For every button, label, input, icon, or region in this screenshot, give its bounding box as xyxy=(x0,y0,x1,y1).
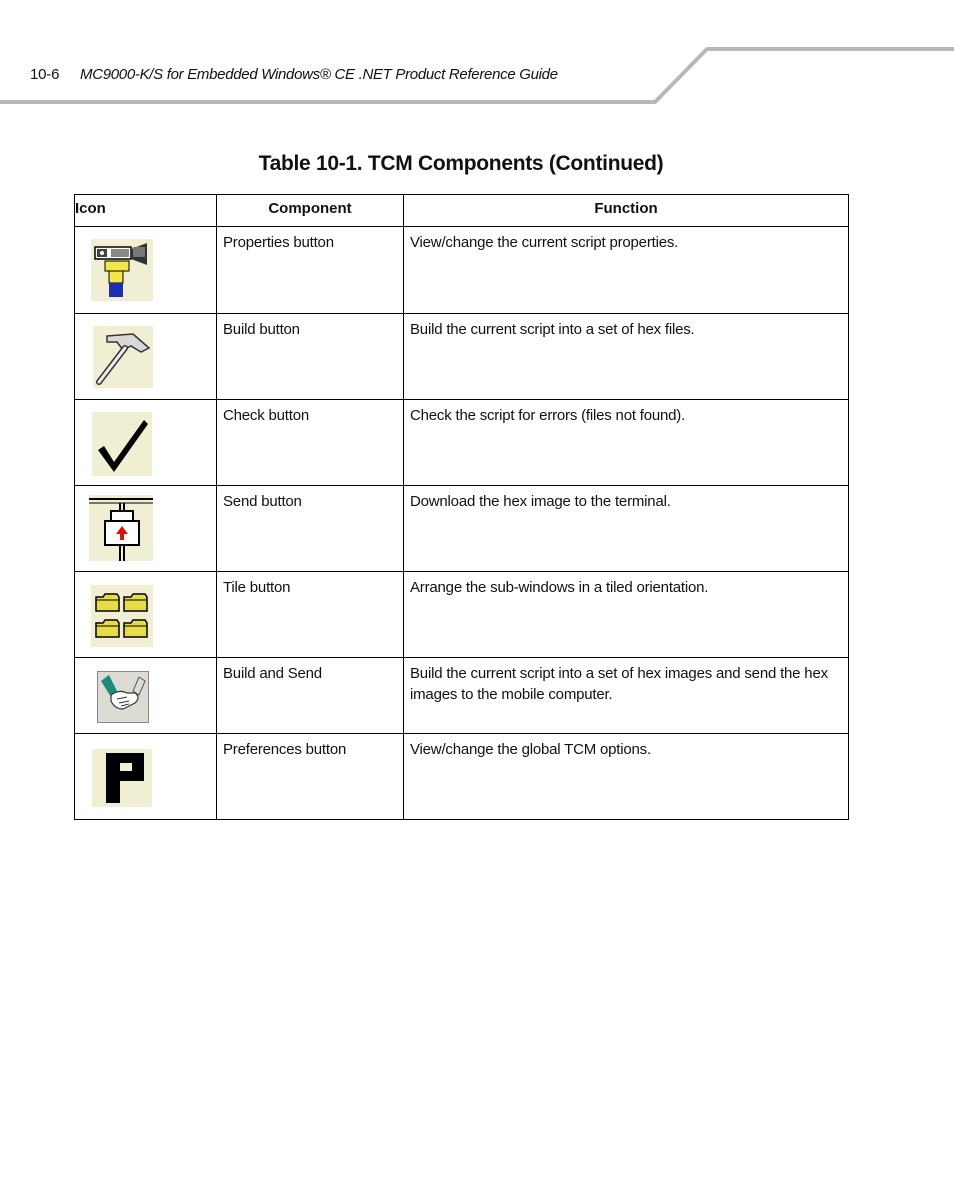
icon-cell xyxy=(75,400,217,486)
document-title: MC9000-K/S for Embedded Windows® CE .NET Product Reference Guide xyxy=(80,66,558,83)
table-header-row xyxy=(75,195,849,227)
function-description: Build the current script into a set of hex files. xyxy=(410,321,695,338)
function-cell xyxy=(404,400,849,486)
column-header-icon: Icon xyxy=(75,195,217,227)
function-cell xyxy=(404,314,849,400)
component-name: Check button xyxy=(223,407,309,424)
component-cell xyxy=(217,486,404,572)
component-cell xyxy=(217,227,404,314)
component-name: Send button xyxy=(223,493,302,510)
column-header-component: Component xyxy=(217,195,404,227)
column-header-function: Function xyxy=(404,195,849,227)
component-cell xyxy=(217,314,404,400)
component-name: Properties button xyxy=(223,234,334,251)
icon-cell xyxy=(75,314,217,400)
icon-cell xyxy=(75,572,217,658)
component-cell xyxy=(217,572,404,658)
page-number: 10-6 xyxy=(30,66,60,83)
component-cell xyxy=(217,734,404,820)
component-cell xyxy=(217,400,404,486)
function-description: View/change the global TCM options. xyxy=(410,741,651,758)
function-cell xyxy=(404,227,849,314)
icon-cell xyxy=(75,227,217,314)
checkmark-icon xyxy=(92,412,152,476)
table-row xyxy=(75,658,849,734)
table-row xyxy=(75,314,849,400)
function-cell xyxy=(404,572,849,658)
function-cell xyxy=(404,734,849,820)
function-description: Download the hex image to the terminal. xyxy=(410,493,671,510)
component-name: Tile button xyxy=(223,579,291,596)
table-title: Table 10-1. TCM Components (Continued) xyxy=(258,152,664,175)
send-icon xyxy=(89,495,153,561)
table-row xyxy=(75,227,849,314)
table-row xyxy=(75,486,849,572)
component-cell xyxy=(217,658,404,734)
function-description: Build the current script into a set of hex images and send the hex images to the mobile computer. xyxy=(410,665,828,703)
icon-cell xyxy=(75,734,217,820)
table-row xyxy=(75,572,849,658)
table-row xyxy=(75,400,849,486)
table-row xyxy=(75,734,849,820)
tcm-components-table xyxy=(74,194,849,820)
function-description: Check the script for errors (files not found). xyxy=(410,407,686,424)
function-cell xyxy=(404,658,849,734)
preferences-p-icon xyxy=(92,749,152,807)
properties-icon xyxy=(91,239,153,301)
icon-cell xyxy=(75,658,217,734)
component-name: Build and Send xyxy=(223,665,322,682)
hammer-icon xyxy=(93,326,153,388)
component-name: Build button xyxy=(223,321,300,338)
icon-cell xyxy=(75,486,217,572)
component-name: Preferences button xyxy=(223,741,347,758)
header-rule xyxy=(0,0,954,110)
function-cell xyxy=(404,486,849,572)
function-description: View/change the current script properties. xyxy=(410,234,679,251)
handshake-icon xyxy=(97,671,149,723)
tile-folders-icon xyxy=(91,585,153,647)
function-description: Arrange the sub-windows in a tiled orientation. xyxy=(410,579,709,596)
